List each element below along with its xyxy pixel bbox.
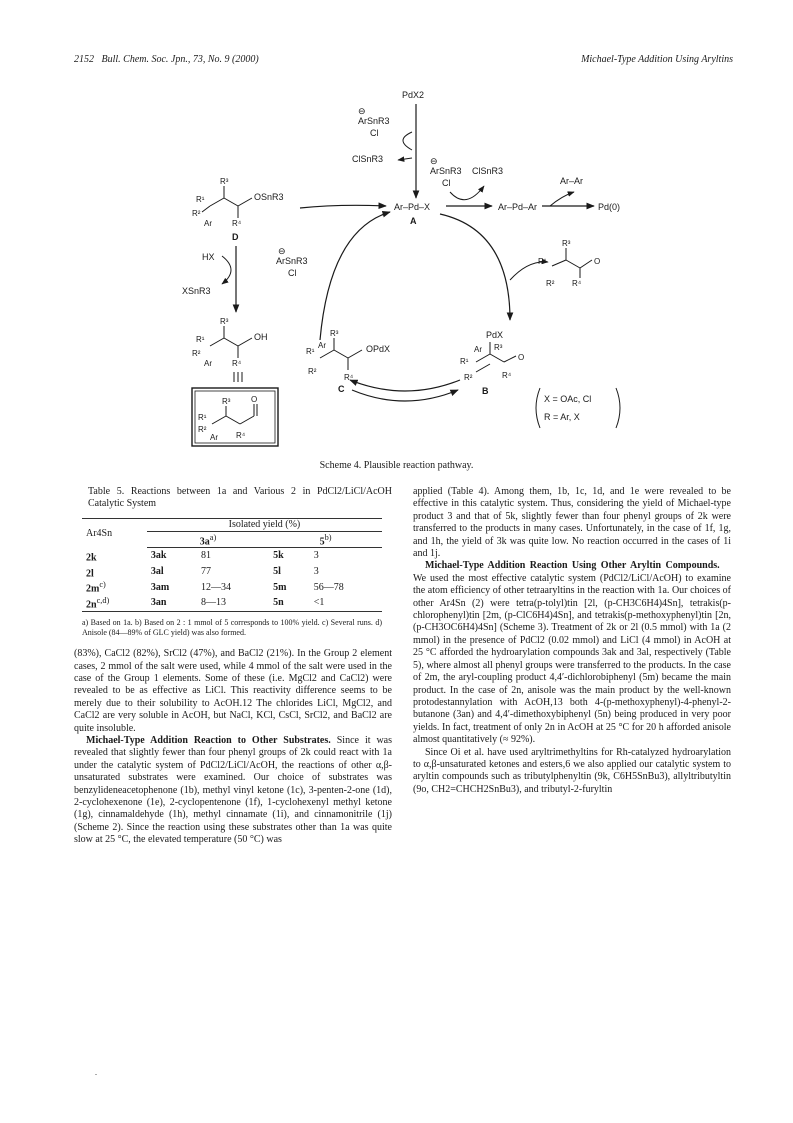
svg-text:R²: R² (192, 209, 201, 218)
opdx-label: OPdX (366, 344, 391, 354)
left-paragraph-2: Michael-Type Addition Reaction to Other Substrates. Since it was revealed that slightly fewer than four phenyl groups of 2k could react with 1a under the catalytic system of PdCl2/LiCl/AcOH, the reactions of other α,β-unsaturated substrates were examined. Our choice of substrates was benzylideneacetophenone (1b), methyl vinyl ketone (1c), 3-penten-2-one (1d), 2-cyclohexenone (1e), 2-cyclopentenone (1f), 1-cyclohexenyl methyl ketone (1g), cinnamaldehyde (1h), methyl cinnamate (1i), and cinnamonitrile (1j) (Scheme 2). Since the reaction using these substrates other than 1a was quite slow at 25 °C, the elevated temperature (50 °C) was (74, 734, 393, 846)
svg-text:R⁴: R⁴ (572, 279, 582, 288)
label-b: B (482, 386, 489, 396)
cl-left-label: Cl (288, 268, 297, 278)
left-column (74, 486, 392, 847)
svg-text:R³: R³ (494, 343, 503, 352)
svg-text:R³: R³ (220, 317, 229, 326)
svg-text:R²: R² (192, 349, 201, 358)
table-header-5: 5 (319, 535, 325, 547)
label-c: C (338, 384, 345, 394)
pd0-label: Pd(0) (598, 202, 621, 212)
svg-text:R³: R³ (222, 397, 231, 406)
svg-text:Ar: Ar (204, 359, 212, 368)
hx-label: HX (202, 252, 215, 262)
page-header-left (74, 54, 259, 65)
journal-citation: Bull. Chem. Soc. Jpn., 73, No. 9 (2000) (101, 54, 259, 65)
ar-pd-ar-label: Ar–Pd–Ar (498, 202, 538, 212)
arsnr3-left-label: ArSnR3 (276, 256, 308, 266)
svg-text:R⁴: R⁴ (232, 359, 242, 368)
svg-text:Ar: Ar (210, 433, 218, 442)
running-title: Michael-Type Addition Using Aryltins (581, 54, 733, 65)
svg-text:R⁴: R⁴ (502, 371, 512, 380)
scheme-caption: Scheme 4. Plausible reaction pathway. (319, 460, 474, 471)
table-header-ar4sn: Ar4Sn (82, 519, 147, 548)
arsnr3-top-label: ArSnR3 (358, 116, 390, 126)
right-subheading: Michael-Type Addition Reaction Using Other Aryltin Compounds. (425, 560, 720, 572)
svg-text:Ar: Ar (318, 341, 326, 350)
arsnr3-mid-label: ArSnR3 (430, 166, 462, 176)
right-paragraph-3: Since Oi et al. have used aryltrimethyltins for Rh-catalyzed hydroarylation to α,β-unsaturated ketones and esters,6 we also applied our catalytic system to aryltin compounds such as tributylphenyltin (9k, C6H5SnBu3), allyltributyltin (9o, CH2=CHCH2SnBu3), and tributyl-2-furyltin (413, 746, 731, 795)
svg-text:O: O (251, 395, 258, 404)
svg-text:R³: R³ (220, 177, 229, 186)
svg-text:R³: R³ (562, 239, 571, 248)
svg-text:R¹: R¹ (198, 413, 207, 422)
page-number: 2152 (74, 54, 94, 65)
clsnr3-top-label: ClSnR3 (352, 154, 384, 164)
left-subheading: Michael-Type Addition Reaction to Other Substrates. (86, 734, 331, 746)
legend-x: X = OAc, Cl (544, 394, 592, 404)
svg-text:R²: R² (308, 367, 317, 376)
table-row: $2n^{c,d)}$ 3an 8—13 5n <1 (82, 595, 382, 611)
osnr3-label: OSnR3 (254, 192, 284, 202)
table-row: $2m^{c)}$ 3am 12—34 5m 56—78 (86, 580, 344, 595)
table-header-3a-sup: a) (209, 532, 217, 542)
table-footnote: a) Based on 1a. b) Based on 2 : 1 mmol of 5 corresponds to 100% yield. c) Several runs. d) Anisole (84—89% of GLC yield) was also formed. (82, 618, 382, 638)
svg-text:O: O (518, 353, 525, 362)
oh-label: OH (254, 332, 268, 342)
svg-text:R⁴: R⁴ (236, 431, 246, 440)
clsnr3-mid-label: ClSnR3 (472, 166, 504, 176)
cl-top-label: Cl (370, 128, 379, 138)
ar-pd-x-label: Ar–Pd–X (394, 202, 431, 212)
svg-text:R²: R² (464, 373, 473, 382)
label-d: D (232, 232, 239, 242)
table-row: 2k 3ak 81 5k 3 (86, 550, 319, 564)
table-5 (82, 518, 382, 612)
right-paragraph-2: Michael-Type Addition Reaction Using Other Aryltin Compounds. We used the most effective catalytic system (PdCl2/LiCl/AcOH) to examine the atom efficiency of other tetraaryltins in the reaction with 1a. Our choices of other Ar4Sn (2) were tetra(p-tolyl)tin [2l, (p-CH3C6H4)4Sn], tetrakis(p-chlorophenyl)tin [2m, (p-ClC6H4)4Sn], and tetrakis(p-methoxyphenyl)tin [2n, (p-CH3OC6H4)4Sn] (Scheme 3). Treatment of 2k or 2l (0.5 mmol) with 1a (2 mmol) in the presence of PdCl2 (0.02 mmol) and LiCl (4 mmol) in AcOH at 25 °C afforded the hydroarylation compounds 3ak and 3al, respectively (Table 5), where almost all phenyl groups were transferred to the products. In the case of 2m, the aryl-coupling product 4,4′-dichlorobiphenyl (5m) became the main product. In the case of 2n, anisole was the main product by the well-known protodestannylation with AcOH,13 both 4-(p-methoxyphenyl)-4-phenyl-2-butanone (3an) and 4,4′-dimethoxybiphenyl (5n) being produced in very poor yields. In fact, treatment of only 2n in AcOH at 25 °C for 20 h afforded anisole almost quantitatively (≈ 92%). (413, 560, 731, 746)
table-row: 2l 3al 77 5l 3 (86, 565, 319, 579)
left-paragraph-1: (83%), CaCl2 (82%), SrCl2 (47%), and BaCl2 (21%). In the Group 2 element cases, 2 mmol of the salt were used, while 4 mmol of the salt were used in the case of the Group 1 elements. Some of these (i.e. MgCl2 and CaCl2) were revealed to be as effective as LiCl. This reactivity difference seems to be merely due to their solubility to AcOH.12 The chlorides LiCl, MgCl2, and CaCl2 are very soluble in AcOH, but NaCl, KCl, CsCl, SrCl2, and BaCl2 are quite insoluble. (74, 648, 392, 734)
svg-text:R¹: R¹ (460, 357, 469, 366)
pdx-label: PdX (486, 330, 504, 340)
svg-text:R³: R³ (330, 329, 339, 338)
xsnr3-label: XSnR3 (182, 286, 211, 296)
label-a: A (410, 216, 417, 226)
svg-text:R⁴: R⁴ (232, 219, 242, 228)
table-title: Table 5. Reactions between 1a and Various 2 in PdCl2/LiCl/AcOH Catalytic System (88, 486, 392, 509)
svg-text:R¹: R¹ (538, 257, 547, 266)
svg-text:R¹: R¹ (196, 195, 205, 204)
svg-text:⊖: ⊖ (430, 156, 438, 166)
table-header-group: Isolated yield (%) (147, 519, 382, 532)
svg-text:R¹: R¹ (196, 335, 205, 344)
footer-mark: . (95, 1068, 97, 1077)
svg-text:Ar: Ar (204, 219, 212, 228)
ar-ar-label: Ar–Ar (560, 176, 584, 186)
legend-r: R = Ar, X (544, 412, 580, 422)
reaction-scheme (180, 80, 660, 455)
svg-text:O: O (594, 257, 601, 266)
svg-text:Ar: Ar (474, 345, 482, 354)
svg-text:⊖: ⊖ (358, 106, 366, 116)
table-header-5-sup: b) (324, 532, 332, 542)
pdx2-label: PdX2 (402, 90, 425, 100)
cl-mid-label: Cl (442, 178, 451, 188)
svg-text:R²: R² (198, 425, 207, 434)
table-header-3a: 3a (199, 535, 210, 547)
svg-text:⊖: ⊖ (278, 246, 286, 256)
svg-text:R¹: R¹ (306, 347, 315, 356)
svg-text:R⁴: R⁴ (344, 373, 354, 382)
right-paragraph-1: applied (Table 4). Among them, 1b, 1c, 1d, and 1e were revealed to be effective in this catalytic system. Thus, considering the yield of Michael-type product 3 and that of 5k, slightly fewer than four phenyl groups of 2k were transferred to the products in many cases. Unfortunately, in the case of 1f, 1g, and 1h, the yield of 3k was quite low. No reaction occurred in the cases of 1i and 1j. (413, 486, 731, 560)
svg-text:R²: R² (546, 279, 555, 288)
right-column (413, 486, 731, 796)
structure-d (202, 186, 252, 218)
